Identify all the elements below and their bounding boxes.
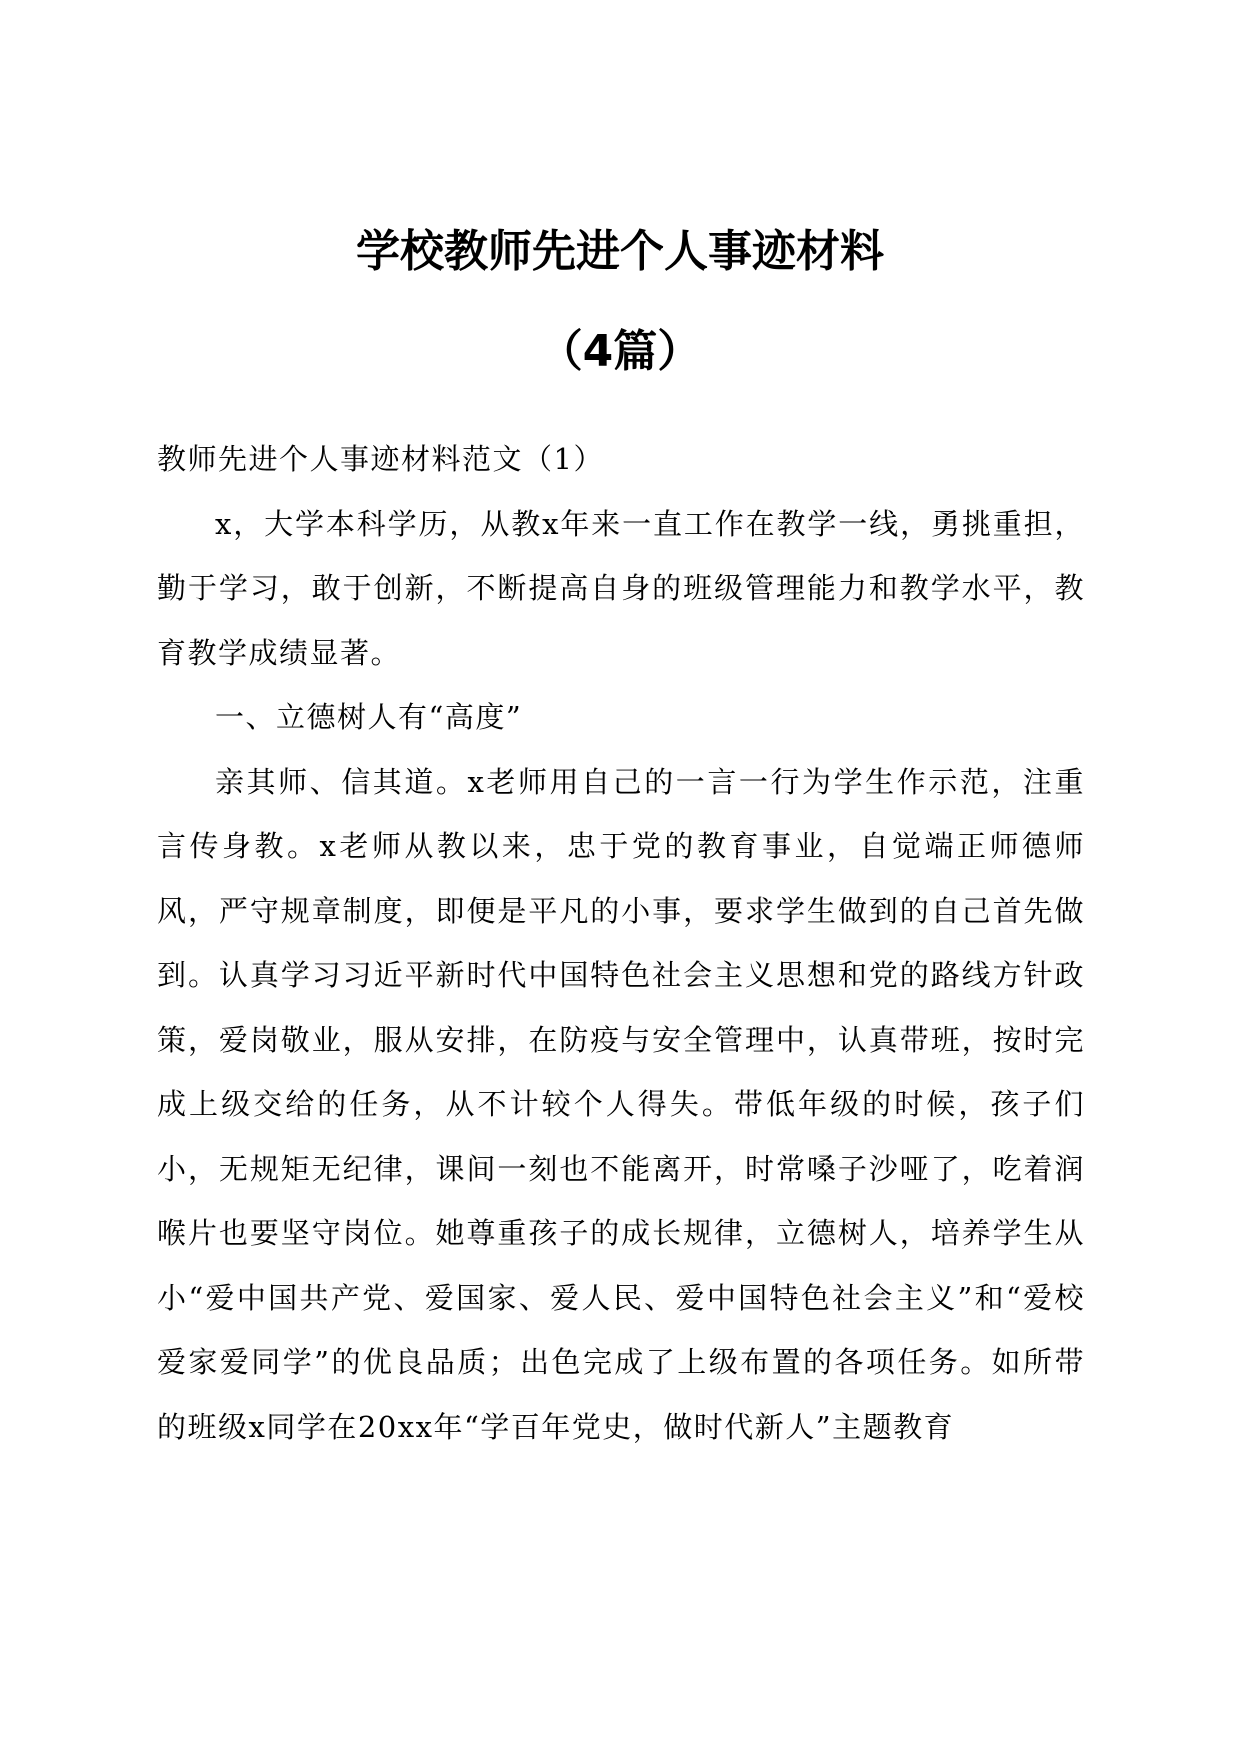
intro-paragraph: x，大学本科学历，从教x年来一直工作在教学一线，勇挑重担，勤于学习，敢于创新，不断提高自身的班级管理能力和教学水平，教育教学成绩显著。 (157, 506, 1085, 670)
document-body (157, 427, 1085, 1459)
section-heading: 一、立德树人有“高度” (215, 700, 523, 734)
section-title: 教师先进个人事迹材料范文（1） (157, 442, 604, 476)
document-subtitle: （4篇） (538, 326, 702, 377)
document-title: 学校教师先进个人事迹材料 (356, 226, 884, 277)
body-paragraph: 亲其师、信其道。x老师用自己的一言一行为学生作示范，注重言传身教。x老师从教以来，忠于党的教育事业，自觉端正师德师风，严守规章制度，即便是平凡的小事，要求学生做到的自己首先做到。认真学习习近平新时代中国特色社会主义思想和党的路线方针政策，爱岗敬业，服从安排，在防疫与安全管理中，认真带班，按时完成上级交给的任务，从不计较个人得失。带低年级的时候，孩子们小，无规矩无纪律，课间一刻也不能离开，时常嗓子沙哑了，吃着润喉片也要坚守岗位。她尊重孩子的成长规律，立德树人，培养学生从小“爱中国共产党、爱国家、爱人民、爱中国特色社会主义”和“爱校爱家爱同学”的优良品质；出色完成了上级布置的各项任务。如所带的班级x同学在20xx年“学百年党史，做时代新人”主题教育 (157, 764, 1085, 1444)
